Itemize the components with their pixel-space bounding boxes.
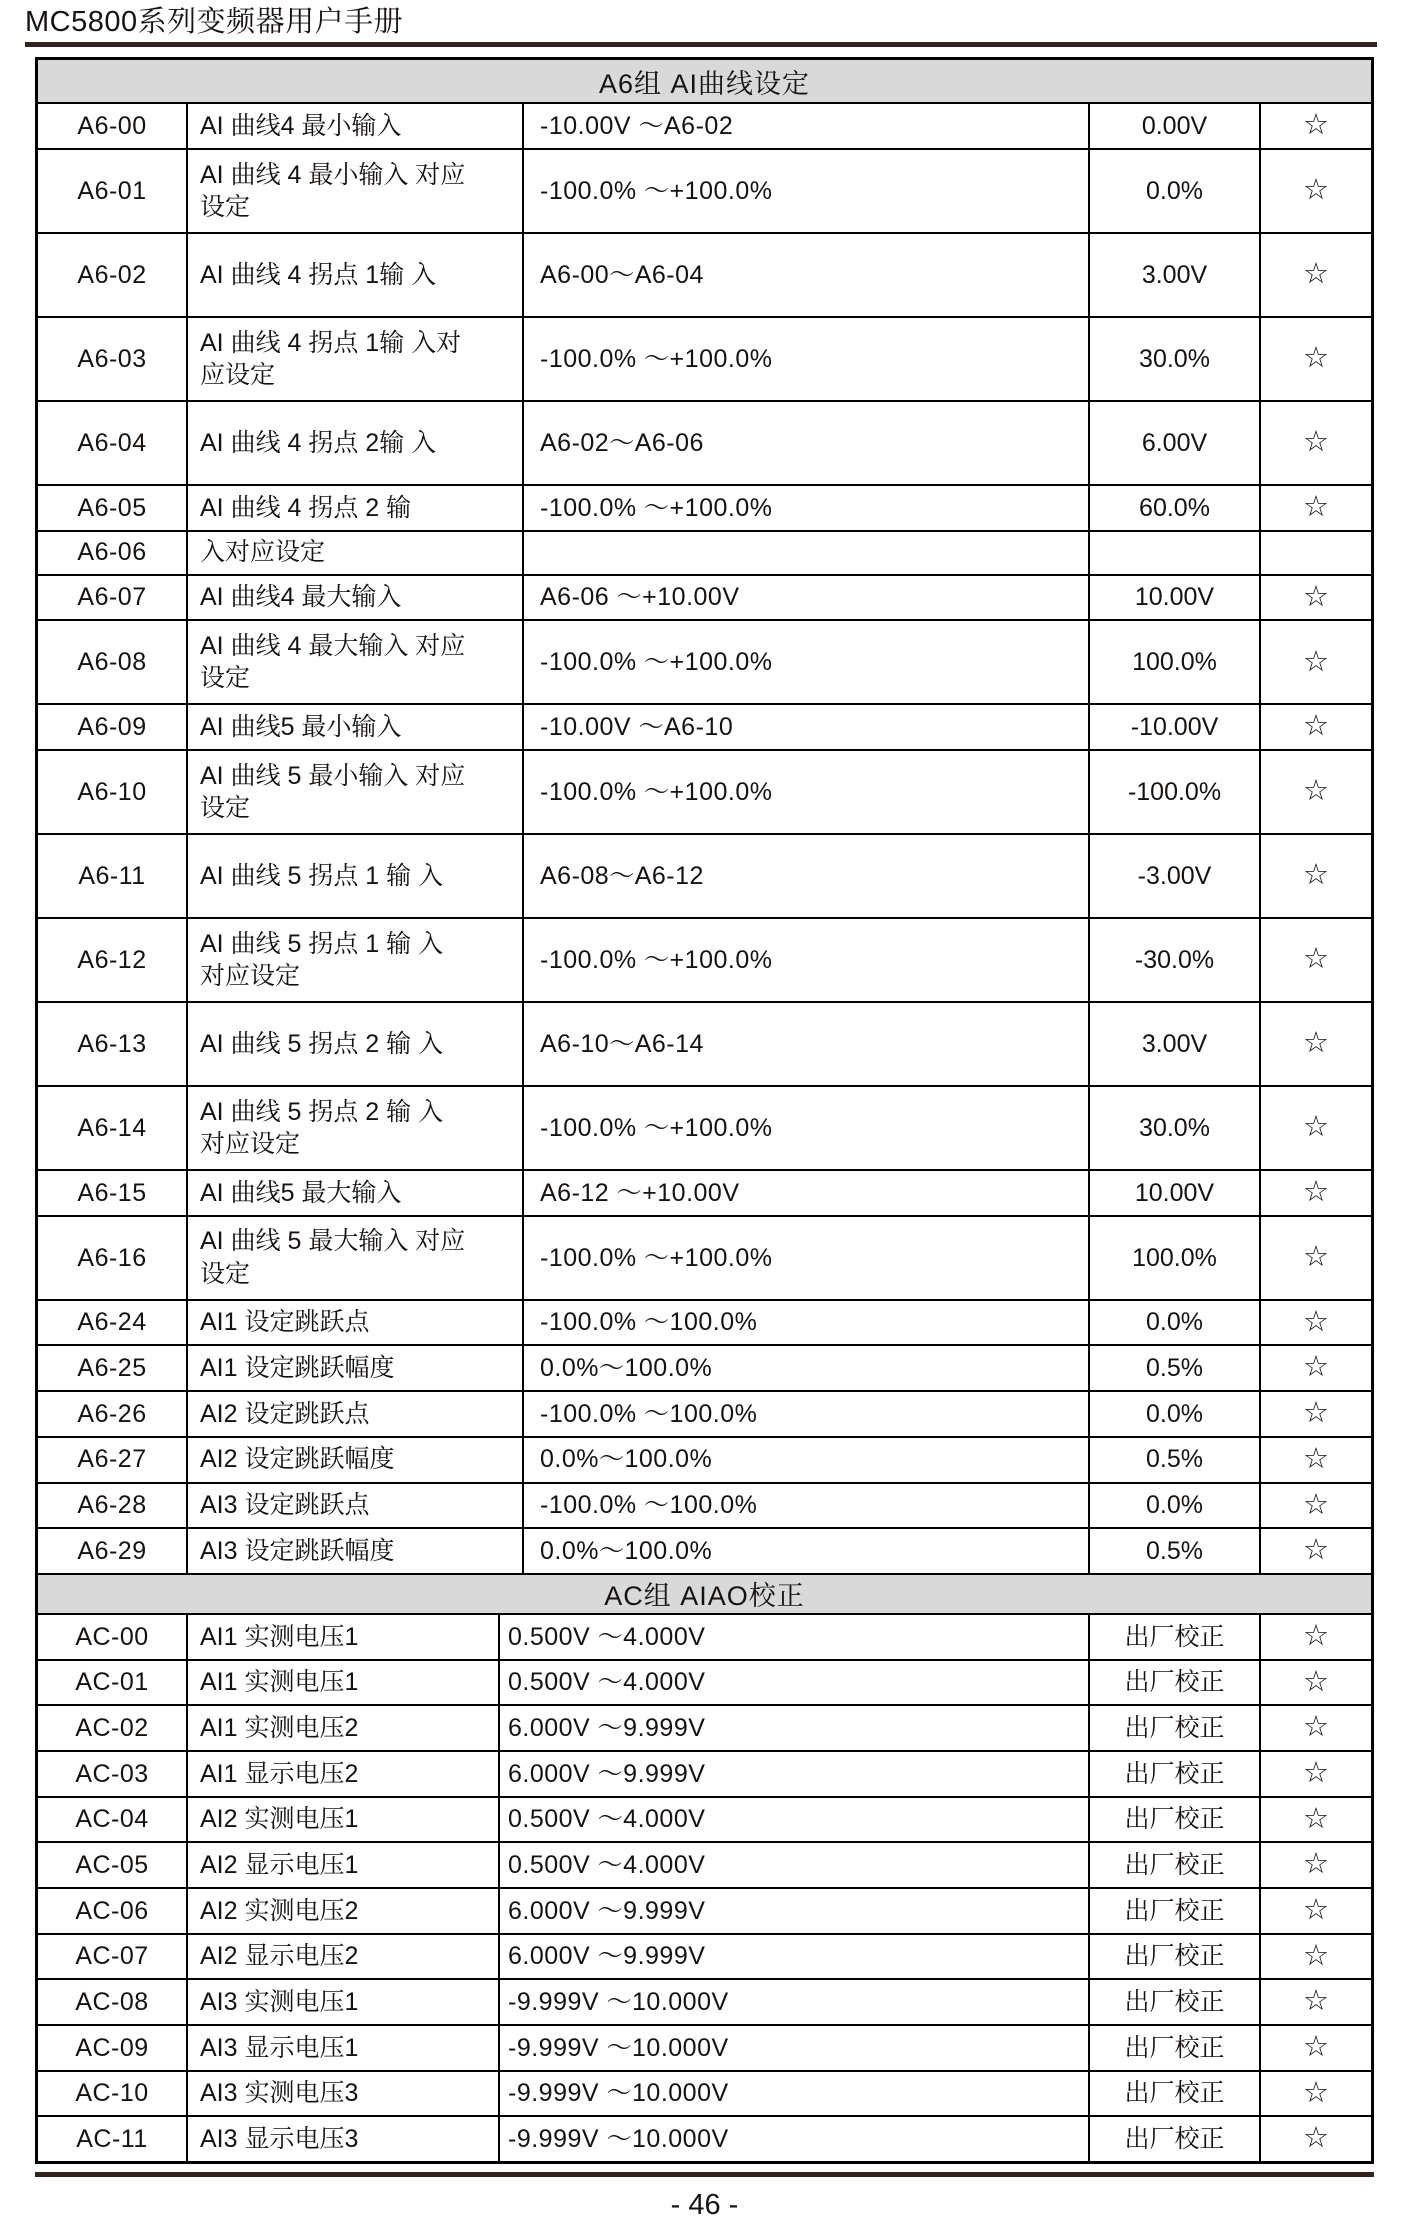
param-row-A6-25 — [38, 1344, 1371, 1390]
param-range: 0.500V ～4.000V — [498, 1661, 1088, 1705]
param-range: A6-12 ～+10.00V — [522, 1171, 1088, 1215]
param-default: 出厂校正 — [1088, 1706, 1259, 1750]
param-code: A6-03 — [77, 344, 147, 373]
param-range: A6-08～A6-12 — [522, 835, 1088, 917]
param-code: A6-25 — [77, 1354, 147, 1383]
param-code: AC-04 — [75, 1805, 149, 1834]
param-row-A6-09 — [38, 703, 1371, 749]
param-range: A6-10～A6-14 — [522, 1003, 1088, 1085]
param-code: A6-10 — [77, 777, 147, 806]
parameter-table — [35, 57, 1374, 2164]
footer-rule — [35, 2172, 1374, 2177]
star-icon: ☆ — [1259, 150, 1371, 232]
param-name: AI3 实测电压1 — [186, 1980, 498, 2024]
star-icon: ☆ — [1259, 1615, 1371, 1659]
param-default: -30.0% — [1088, 919, 1259, 1001]
param-row-A6-03 — [38, 316, 1371, 400]
param-range: 0.0%～100.0% — [522, 1438, 1088, 1482]
star-icon: ☆ — [1259, 318, 1371, 400]
param-code: AC-00 — [75, 1622, 149, 1651]
param-default: 10.00V — [1088, 1171, 1259, 1215]
param-default: 10.00V — [1088, 576, 1259, 620]
param-code: AC-08 — [75, 1988, 149, 2016]
param-row-AC-02 — [38, 1704, 1371, 1750]
param-range: -100.0% ～+100.0% — [522, 751, 1088, 833]
param-code: AC-09 — [75, 2033, 149, 2062]
param-range: 6.000V ～9.999V — [498, 1889, 1088, 1933]
section-title: AC组 AIAO校正 — [38, 1573, 1371, 1613]
param-code: AC-06 — [75, 1896, 149, 1925]
section-title: A6组 AI曲线设定 — [38, 60, 1371, 102]
star-icon: ☆ — [1259, 576, 1371, 620]
param-code: A6-26 — [77, 1399, 147, 1428]
star-icon: ☆ — [1259, 1087, 1371, 1169]
star-icon: ☆ — [1259, 1392, 1371, 1436]
param-row-A6-27 — [38, 1436, 1371, 1482]
star-icon: ☆ — [1259, 1706, 1371, 1750]
section-a6 — [38, 60, 1371, 1573]
star-icon: ☆ — [1259, 751, 1371, 833]
param-range: 0.0%～100.0% — [522, 1529, 1088, 1573]
param-range: A6-00～A6-04 — [522, 234, 1088, 316]
param-row-A6-07 — [38, 574, 1371, 620]
param-name: AI 曲线 5 最大输入 对应设定 — [186, 1217, 522, 1299]
param-default: 出厂校正 — [1088, 1752, 1259, 1796]
star-icon: ☆ — [1259, 402, 1371, 484]
param-range: 0.500V ～4.000V — [498, 1798, 1088, 1842]
param-name: AI 曲线5 最小输入 — [186, 705, 522, 749]
param-code: A6-29 — [77, 1536, 147, 1565]
param-range: -9.999V ～10.000V — [498, 2117, 1088, 2161]
param-range: -100.0% ～+100.0% — [522, 1087, 1088, 1169]
param-code: A6-16 — [77, 1243, 147, 1272]
param-default: 出厂校正 — [1088, 2117, 1259, 2161]
param-row-AC-00 — [38, 1613, 1371, 1659]
star-icon: ☆ — [1259, 1752, 1371, 1796]
param-range: -10.00V ～A6-10 — [522, 705, 1088, 749]
param-code: A6-01 — [77, 176, 147, 205]
param-range: 6.000V ～9.999V — [498, 1706, 1088, 1750]
star-icon: ☆ — [1259, 1980, 1371, 2024]
param-name: AI3 实测电压3 — [186, 2072, 498, 2116]
param-name: AI1 设定跳跃幅度 — [186, 1346, 522, 1390]
param-row-AC-08 — [38, 1978, 1371, 2024]
param-name: AI3 显示电压3 — [186, 2117, 498, 2161]
star-icon: ☆ — [1259, 234, 1371, 316]
param-default: 出厂校正 — [1088, 2072, 1259, 2116]
param-code: A6-14 — [77, 1113, 147, 1142]
param-row-A6-08 — [38, 619, 1371, 703]
param-name: AI 曲线 4 拐点 2输 入 — [186, 402, 522, 484]
param-name: AI3 显示电压1 — [186, 2026, 498, 2070]
param-default: 30.0% — [1088, 318, 1259, 400]
star-icon: ☆ — [1259, 2117, 1371, 2161]
param-row-A6-11 — [38, 833, 1371, 917]
param-code: AC-11 — [76, 2125, 148, 2154]
param-default: 0.0% — [1088, 1484, 1259, 1528]
param-name: AI 曲线 4 最大输入 对应设定 — [186, 621, 522, 703]
param-default: 0.0% — [1088, 1301, 1259, 1345]
param-name: AI 曲线 4 拐点 1输 入对应设定 — [186, 318, 522, 400]
param-default: 出厂校正 — [1088, 1889, 1259, 1933]
param-name: AI 曲线4 最小输入 — [186, 104, 522, 148]
param-code: A6-02 — [77, 260, 147, 289]
param-name: AI2 实测电压2 — [186, 1889, 498, 1933]
param-default: 0.0% — [1088, 150, 1259, 232]
param-default: -100.0% — [1088, 751, 1259, 833]
param-name: AI3 设定跳跃点 — [186, 1484, 522, 1528]
param-name: AI 曲线 4 拐点 1输 入 — [186, 234, 522, 316]
param-code: AC-03 — [75, 1759, 149, 1788]
param-code: A6-27 — [77, 1445, 147, 1474]
param-code: A6-00 — [77, 111, 147, 140]
param-code: A6-09 — [77, 713, 147, 741]
param-default — [1088, 532, 1259, 574]
param-code: AC-10 — [75, 2079, 149, 2108]
param-name: AI1 实测电压1 — [186, 1661, 498, 1705]
param-name: AI2 设定跳跃幅度 — [186, 1438, 522, 1482]
param-range: -9.999V ～10.000V — [498, 2072, 1088, 2116]
param-code: A6-13 — [77, 1029, 147, 1058]
star-icon: ☆ — [1259, 1217, 1371, 1299]
param-default: 3.00V — [1088, 1003, 1259, 1085]
param-name: AI2 显示电压1 — [186, 1843, 498, 1887]
param-default: 100.0% — [1088, 621, 1259, 703]
param-range: -100.0% ～+100.0% — [522, 486, 1088, 530]
param-default: 0.0% — [1088, 1392, 1259, 1436]
star-icon: ☆ — [1259, 1003, 1371, 1085]
param-code: A6-05 — [77, 493, 147, 522]
param-range: -9.999V ～10.000V — [498, 1980, 1088, 2024]
param-row-A6-00 — [38, 102, 1371, 148]
param-range: 6.000V ～9.999V — [498, 1935, 1088, 1979]
param-code: A6-12 — [77, 945, 147, 974]
param-row-A6-01 — [38, 148, 1371, 232]
param-row-A6-13 — [38, 1001, 1371, 1085]
param-range: 0.0%～100.0% — [522, 1346, 1088, 1390]
param-range: A6-06 ～+10.00V — [522, 576, 1088, 620]
header-rule — [25, 42, 1377, 47]
param-default: -10.00V — [1088, 705, 1259, 749]
param-row-A6-28 — [38, 1482, 1371, 1528]
param-row-A6-05 — [38, 484, 1371, 530]
param-name: 入对应设定 — [186, 532, 522, 574]
param-row-AC-04 — [38, 1796, 1371, 1842]
param-name: AI3 设定跳跃幅度 — [186, 1529, 522, 1573]
param-name: AI2 显示电压2 — [186, 1935, 498, 1979]
param-row-AC-11 — [38, 2115, 1371, 2161]
param-default: -3.00V — [1088, 835, 1259, 917]
param-name: AI 曲线5 最大输入 — [186, 1171, 522, 1215]
param-row-AC-10 — [38, 2070, 1371, 2116]
param-range: 6.000V ～9.999V — [498, 1752, 1088, 1796]
param-code: A6-28 — [77, 1491, 147, 1520]
param-name: AI 曲线 5 拐点 2 输 入对应设定 — [186, 1087, 522, 1169]
section-ac — [38, 1573, 1371, 2161]
param-name: AI 曲线 5 拐点 1 输 入对应设定 — [186, 919, 522, 1001]
param-code: A6-24 — [77, 1308, 147, 1337]
param-range: -100.0% ～+100.0% — [522, 318, 1088, 400]
param-range: 0.500V ～4.000V — [498, 1615, 1088, 1659]
param-default: 出厂校正 — [1088, 1935, 1259, 1979]
param-code: A6-07 — [77, 583, 147, 612]
param-name: AI1 实测电压2 — [186, 1706, 498, 1750]
param-range: -10.00V ～A6-02 — [522, 104, 1088, 148]
param-range: -100.0% ～+100.0% — [522, 150, 1088, 232]
param-name: AI 曲线 5 拐点 2 输 入 — [186, 1003, 522, 1085]
param-row-A6-16 — [38, 1215, 1371, 1299]
param-code: A6-08 — [77, 648, 147, 677]
star-icon: ☆ — [1259, 1301, 1371, 1345]
param-code: A6-04 — [77, 428, 147, 457]
star-icon: ☆ — [1259, 2026, 1371, 2070]
param-row-A6-10 — [38, 749, 1371, 833]
param-row-A6-12 — [38, 917, 1371, 1001]
param-default: 0.5% — [1088, 1346, 1259, 1390]
param-row-AC-01 — [38, 1659, 1371, 1705]
star-icon: ☆ — [1259, 1889, 1371, 1933]
param-row-AC-07 — [38, 1933, 1371, 1979]
star-icon: ☆ — [1259, 1171, 1371, 1215]
param-range: 0.500V ～4.000V — [498, 1843, 1088, 1887]
param-row-A6-02 — [38, 232, 1371, 316]
param-row-AC-03 — [38, 1750, 1371, 1796]
star-icon: ☆ — [1259, 486, 1371, 530]
star-icon: ☆ — [1259, 1843, 1371, 1887]
param-row-A6-15 — [38, 1169, 1371, 1215]
param-range: A6-02～A6-06 — [522, 402, 1088, 484]
star-icon: ☆ — [1259, 1484, 1371, 1528]
document-title: MC5800系列变频器用户手册 — [25, 6, 404, 38]
param-default: 60.0% — [1088, 486, 1259, 530]
star-icon: ☆ — [1259, 1529, 1371, 1573]
star-icon: ☆ — [1259, 1346, 1371, 1390]
param-range: -100.0% ～100.0% — [522, 1484, 1088, 1528]
param-default: 出厂校正 — [1088, 2026, 1259, 2070]
param-name: AI 曲线 5 最小输入 对应设定 — [186, 751, 522, 833]
star-icon: ☆ — [1259, 104, 1371, 148]
param-name: AI1 显示电压2 — [186, 1752, 498, 1796]
param-name: AI 曲线4 最大输入 — [186, 576, 522, 620]
param-name: AI2 实测电压1 — [186, 1798, 498, 1842]
param-default: 100.0% — [1088, 1217, 1259, 1299]
param-row-A6-04 — [38, 400, 1371, 484]
param-default: 0.5% — [1088, 1438, 1259, 1482]
param-default: 出厂校正 — [1088, 1615, 1259, 1659]
param-row-A6-06 — [38, 530, 1371, 574]
star-icon: ☆ — [1259, 1661, 1371, 1705]
param-code: AC-05 — [75, 1850, 149, 1879]
param-range: -9.999V ～10.000V — [498, 2026, 1088, 2070]
star-icon — [1259, 532, 1371, 574]
param-row-A6-29 — [38, 1527, 1371, 1573]
star-icon: ☆ — [1259, 1438, 1371, 1482]
star-icon: ☆ — [1259, 835, 1371, 917]
param-range: -100.0% ～+100.0% — [522, 1217, 1088, 1299]
param-default: 0.00V — [1088, 104, 1259, 148]
param-range — [522, 532, 1088, 574]
param-default: 出厂校正 — [1088, 1798, 1259, 1842]
star-icon: ☆ — [1259, 1935, 1371, 1979]
param-default: 出厂校正 — [1088, 1980, 1259, 2024]
star-icon: ☆ — [1259, 705, 1371, 749]
param-name: AI1 实测电压1 — [186, 1615, 498, 1659]
param-default: 30.0% — [1088, 1087, 1259, 1169]
param-row-AC-05 — [38, 1841, 1371, 1887]
star-icon: ☆ — [1259, 919, 1371, 1001]
param-range: -100.0% ～+100.0% — [522, 621, 1088, 703]
param-default: 出厂校正 — [1088, 1843, 1259, 1887]
param-default: 0.5% — [1088, 1529, 1259, 1573]
star-icon: ☆ — [1259, 621, 1371, 703]
page-number: - 46 - — [670, 2189, 739, 2222]
param-range: -100.0% ～100.0% — [522, 1301, 1088, 1345]
param-default: 3.00V — [1088, 234, 1259, 316]
param-row-AC-06 — [38, 1887, 1371, 1933]
param-name: AI 曲线 4 拐点 2 输 — [186, 486, 522, 530]
param-row-A6-14 — [38, 1085, 1371, 1169]
param-default: 出厂校正 — [1088, 1661, 1259, 1705]
param-name: AI 曲线 4 最小输入 对应设定 — [186, 150, 522, 232]
param-range: -100.0% ～100.0% — [522, 1392, 1088, 1436]
param-name: AI1 设定跳跃点 — [186, 1301, 522, 1345]
star-icon: ☆ — [1259, 2072, 1371, 2116]
param-row-A6-24 — [38, 1299, 1371, 1345]
param-row-A6-26 — [38, 1390, 1371, 1436]
param-range: -100.0% ～+100.0% — [522, 919, 1088, 1001]
param-row-AC-09 — [38, 2024, 1371, 2070]
param-code: AC-07 — [75, 1942, 149, 1971]
param-code: AC-01 — [75, 1668, 149, 1697]
param-code: A6-11 — [78, 861, 146, 890]
param-name: AI 曲线 5 拐点 1 输 入 — [186, 835, 522, 917]
param-name: AI2 设定跳跃点 — [186, 1392, 522, 1436]
param-code: A6-06 — [77, 538, 147, 567]
param-default: 6.00V — [1088, 402, 1259, 484]
star-icon: ☆ — [1259, 1798, 1371, 1842]
param-code: AC-02 — [75, 1713, 149, 1742]
param-code: A6-15 — [77, 1178, 147, 1207]
